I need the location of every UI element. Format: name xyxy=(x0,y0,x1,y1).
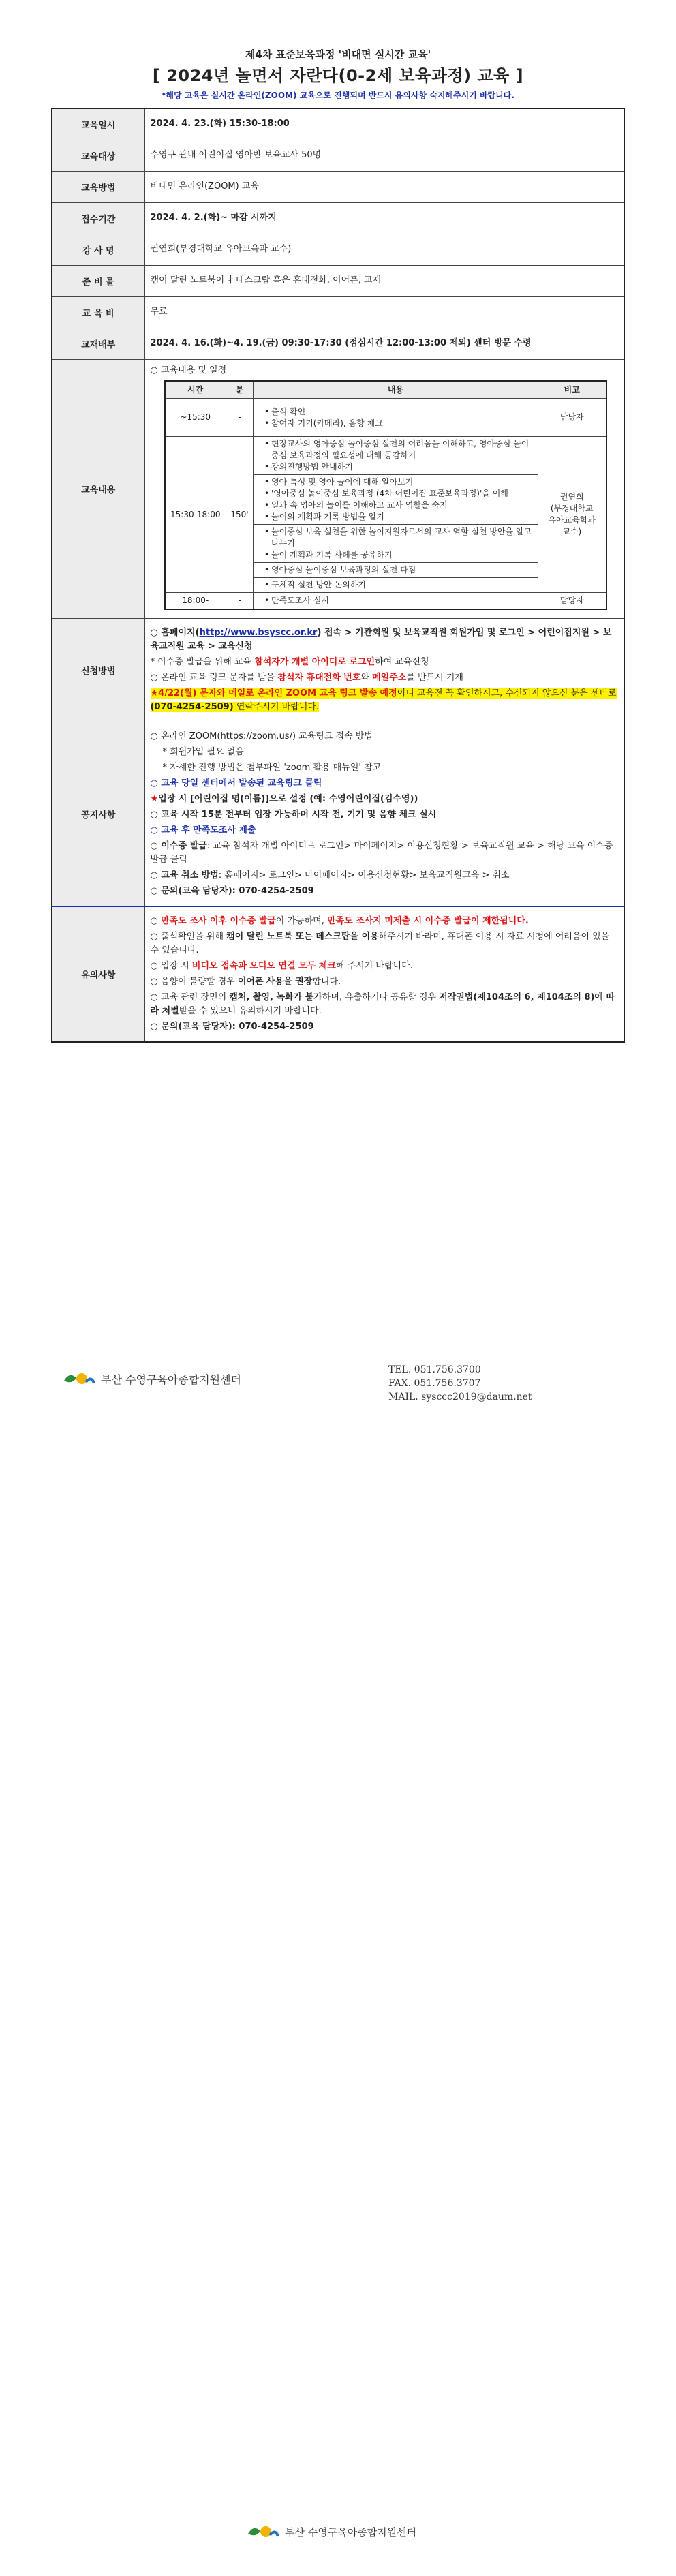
row-method-value: 비대면 온라인(ZOOM) 교육 xyxy=(144,171,624,202)
row-materials-label: 교재배부 xyxy=(52,328,144,359)
notice-line: ○ 문의(교육 담당자): 070-4254-2509 xyxy=(150,886,314,896)
row-target xyxy=(52,140,624,171)
schedule-header-time: 시간 xyxy=(165,381,226,399)
schedule-min: - xyxy=(226,593,253,610)
row-date xyxy=(52,108,624,140)
contact-tel: TEL. 051.756.3700 xyxy=(388,1364,481,1375)
schedule-row xyxy=(165,437,606,593)
row-fee-value: 무료 xyxy=(144,296,624,328)
schedule-note: 담당자 xyxy=(538,593,606,610)
homepage-link[interactable]: http://www.bsyscc.or.kr xyxy=(199,628,318,638)
schedule-item: • 참여자 기기(카메라), 음향 체크 xyxy=(264,418,535,429)
row-prep-value: 캠이 달린 노트북이나 데스크탑 혹은 휴대전화, 이어폰, 교재 xyxy=(144,265,624,296)
bottom-logo-icon xyxy=(245,2521,279,2542)
row-caution-value xyxy=(144,906,624,1042)
info-table xyxy=(51,108,625,1043)
schedule-note: 담당자 xyxy=(538,399,606,437)
row-method xyxy=(52,171,624,202)
notice-line: ○ 교육 시작 15분 전부터 입장 가능하며 시작 전, 기기 및 음향 체크 실시 xyxy=(150,810,437,820)
schedule-item: • 놀이의 계획과 기록 방법을 알기 xyxy=(264,511,535,523)
row-notice-label: 공지사항 xyxy=(52,722,144,907)
row-lecturer-label: 강 사 명 xyxy=(52,234,144,265)
row-apply-value xyxy=(144,619,624,722)
apply-line-login: * 이수증 발급을 위해 교육 참석자가 개별 아이디로 로그인하여 교육신청 xyxy=(150,657,429,667)
contact-info xyxy=(388,1363,532,1404)
row-caution-label: 유의사항 xyxy=(52,906,144,1042)
caution-line: ○ 만족도 조사 이후 이수증 발급이 가능하며, 만족도 조사지 미제출 시 이수증 발급이 제한됩니다. xyxy=(150,916,529,926)
schedule-time: ~15:30 xyxy=(165,399,226,437)
notice-line: * 자세한 진행 방법은 첨부파일 'zoom 활용 매뉴얼' 참고 xyxy=(162,763,382,773)
schedule-table xyxy=(164,380,607,611)
footer xyxy=(61,1363,620,1424)
row-period-label: 접수기간 xyxy=(52,202,144,234)
schedule-item: • '영아중심 놀이중심 보육과정 (4차 어린이집 표준보육과정)'을 이해 xyxy=(264,488,535,500)
row-notice xyxy=(52,722,624,907)
row-period-value: 2024. 4. 2.(화)~ 마감 시까지 xyxy=(144,202,624,234)
apply-line-link-notice: ★4/22(월) 문자와 메일로 온라인 ZOOM 교육 링크 발송 예정이니 교육전 꼭 확인하시고, 수신되지 않으신 분은 센터로(070-4254-2509) 연락주시기 바랍니다. xyxy=(150,688,617,712)
notice-line: ○ 교육 당일 센터에서 발송된 교육링크 클릭 xyxy=(150,778,322,788)
notice-line: ○ 교육 후 만족도조사 제출 xyxy=(150,825,256,835)
row-materials xyxy=(52,328,624,359)
row-content-value xyxy=(144,359,624,619)
schedule-header-note: 비고 xyxy=(538,381,606,399)
row-period xyxy=(52,202,624,234)
row-prep xyxy=(52,265,624,296)
schedule-time: 15:30-18:00 xyxy=(165,437,226,593)
notice-line: * 회원가입 필요 없음 xyxy=(162,747,244,757)
row-caution xyxy=(52,906,624,1042)
document-page xyxy=(51,48,625,1043)
row-lecturer xyxy=(52,234,624,265)
caution-line: ○ 문의(교육 담당자): 070-4254-2509 xyxy=(150,1022,314,1032)
center-logo-icon xyxy=(61,1368,95,1389)
row-fee xyxy=(52,296,624,328)
schedule-header-min: 분 xyxy=(226,381,253,399)
content-heading: ○ 교육내용 및 일정 xyxy=(150,365,227,375)
caution-line: ○ 교육 관련 장면의 캡처, 촬영, 녹화가 불가하며, 유출하거나 공유할 경우 저작권법(제104조의 6, 제104조의 8)에 따라 처벌받을 수 있으니 유의하시기 바랍니다. xyxy=(150,992,615,1016)
bottom-center-name: 부산 수영구육아종합지원센터 xyxy=(285,2526,417,2539)
caution-line: ○ 음향이 불량할 경우 이어폰 사용을 권장합니다. xyxy=(150,977,341,987)
contact-mail: MAIL. sysccc2019@daum.net xyxy=(388,1392,532,1402)
document-subtitle: 제4차 표준보육과정 '비대면 실시간 교육' xyxy=(245,48,431,61)
schedule-item: • 출석 확인 xyxy=(264,406,535,418)
schedule-item: • 영아 특성 및 영아 놀이에 대해 알아보기 xyxy=(264,476,535,488)
row-content-label: 교육내용 xyxy=(52,359,144,619)
row-notice-value xyxy=(144,722,624,907)
row-apply xyxy=(52,619,624,722)
notice-line: ○ 이수증 발급: 교육 참석자 개별 아이디로 로그인> 마이페이지> 이용신청현황 > 보육교직원 교육 > 해당 교육 이수증 발급 클릭 xyxy=(150,841,613,865)
schedule-item: • 구체적 실천 방안 논의하기 xyxy=(264,579,535,591)
contact-fax: FAX. 051.756.3707 xyxy=(388,1378,481,1389)
caution-line: ○ 입장 시 비디오 접속과 오디오 연결 모두 체크해 주시기 바랍니다. xyxy=(150,961,413,971)
row-date-value: 2024. 4. 23.(화) 15:30-18:00 xyxy=(144,108,624,140)
center-name: 부산 수영구육아종합지원센터 xyxy=(101,1373,242,1386)
notice-line: ○ 온라인 ZOOM(https://zoom.us/) 교육링크 접속 방법 xyxy=(150,731,373,741)
schedule-item: • 강의진행방법 안내하기 xyxy=(264,461,535,473)
schedule-item: • 놀이 계획과 기록 사례를 공유하기 xyxy=(264,549,535,561)
schedule-min: - xyxy=(226,399,253,437)
row-prep-label: 준 비 물 xyxy=(52,265,144,296)
row-content xyxy=(52,359,624,619)
row-apply-label: 신청방법 xyxy=(52,619,144,722)
row-fee-label: 교 육 비 xyxy=(52,296,144,328)
row-materials-value: 2024. 4. 16.(화)~4. 19.(금) 09:30-17:30 (점심시간 12:00-13:00 제외) 센터 방문 수령 xyxy=(144,328,624,359)
schedule-item: • 현장교사의 영아중심 놀이중심 실천의 어려움을 이해하고, 영아중심 놀이중심 보육과정의 필요성에 대해 공감하기 xyxy=(264,438,535,461)
row-date-label: 교육일시 xyxy=(52,108,144,140)
document-title: [ 2024년 놀면서 자란다(0-2세 보육과정) 교육 ] xyxy=(152,66,524,85)
schedule-row xyxy=(165,399,606,437)
notice-line: ★입장 시 [어린이집 명(이름)]으로 설정 (예: 수영어린이집(김수영)) xyxy=(150,794,418,804)
notice-line: ○ 교육 취소 방법: 홈페이지> 로그인> 마이페이지> 이용신청현황> 보육교직원교육 > 취소 xyxy=(150,870,510,880)
schedule-item: • 일과 속 영아의 놀이를 이해하고 교사 역할을 숙지 xyxy=(264,500,535,511)
schedule-content xyxy=(253,399,538,437)
schedule-time: 18:00- xyxy=(165,593,226,610)
bottom-logo xyxy=(245,2521,416,2542)
schedule-min: 150' xyxy=(226,437,253,593)
row-target-label: 교육대상 xyxy=(52,140,144,171)
center-logo xyxy=(61,1368,241,1389)
schedule-note: 권연희 (부경대학교 유아교육학과 교수) xyxy=(538,437,606,593)
schedule-content xyxy=(253,593,538,610)
row-method-label: 교육방법 xyxy=(52,171,144,202)
row-target-value: 수영구 관내 어린이집 영아반 보육교사 50명 xyxy=(144,140,624,171)
schedule-row xyxy=(165,593,606,610)
schedule-header-content: 내용 xyxy=(253,381,538,399)
online-notice: *해당 교육은 실시간 온라인(ZOOM) 교육으로 진행되며 반드시 유의사항 숙지해주시기 바랍니다. xyxy=(162,91,514,100)
schedule-content xyxy=(253,437,538,593)
apply-line-homepage: ○ 홈페이지(http://www.bsyscc.or.kr) 접속 > 기관회원 및 보육교직원 회원가입 및 로그인 > 어린이집지원 > 보육교직원 교육 > 교육신청 xyxy=(150,628,612,651)
schedule-item: • 영아중심 놀이중심 보육과정의 실천 다짐 xyxy=(264,564,535,576)
row-lecturer-value: 권연희(부경대학교 유아교육과 교수) xyxy=(144,234,624,265)
apply-line-contact: ○ 온라인 교육 링크 문자를 받을 참석자 휴대전화 번호와 메일주소를 반드시 기재 xyxy=(150,673,463,683)
schedule-item: • 놀이중심 보육 실천을 위한 놀이지원자로서의 교사 역할 실천 방안을 알고 나누기 xyxy=(264,526,535,549)
caution-line: ○ 출석확인을 위해 캠이 달린 노트북 또는 데스크탑을 이용해주시기 바라며, 휴대폰 이용 시 자료 시청에 어려움이 있을 수 있습니다. xyxy=(150,932,610,955)
schedule-item: • 만족도조사 실시 xyxy=(264,595,535,607)
